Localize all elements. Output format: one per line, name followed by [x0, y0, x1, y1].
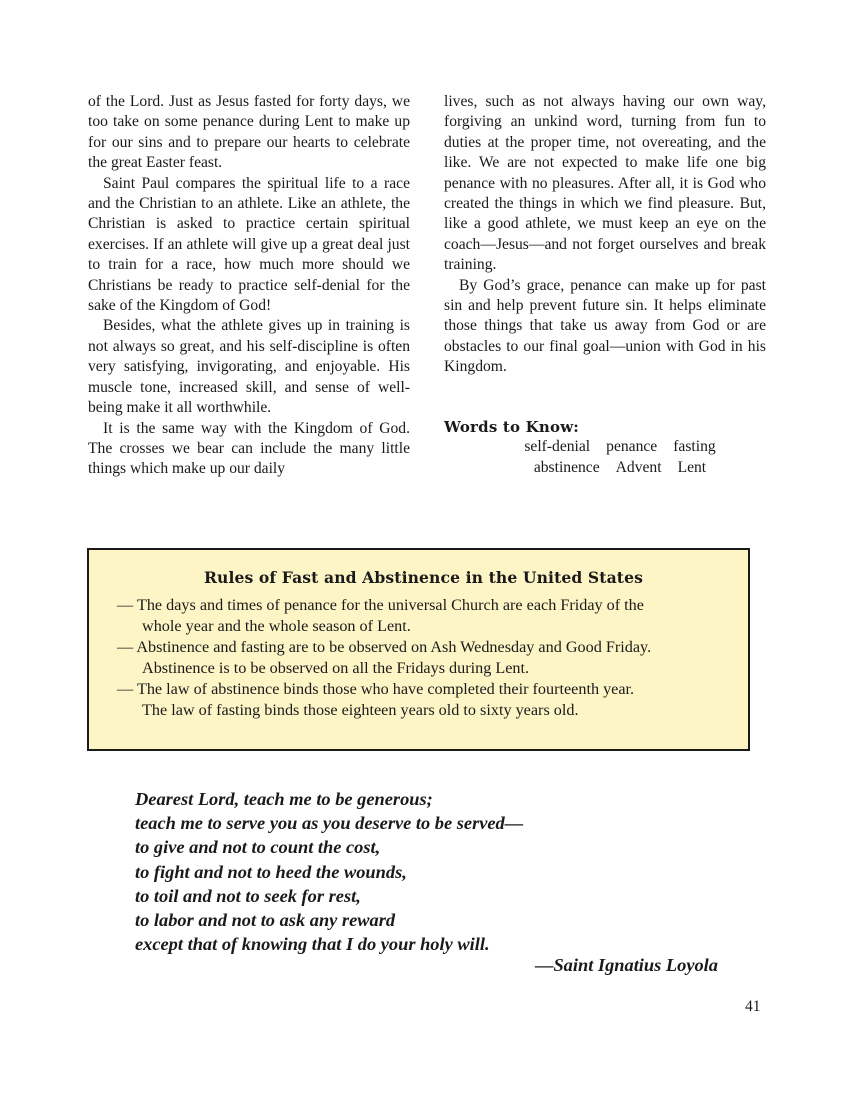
- rule-item: [117, 637, 730, 679]
- prayer-line: to labor and not to ask any reward: [135, 910, 396, 931]
- vocab-word: abstinence: [533, 458, 600, 476]
- rules-box: [87, 548, 750, 751]
- vocab-word: Lent: [677, 458, 707, 476]
- vocab-word: self-denial: [524, 438, 591, 456]
- vocab-word: penance: [606, 438, 658, 456]
- rule-line: whole year and the whole season of Lent.: [142, 617, 411, 635]
- rules-title: Rules of Fast and Abstinence in the United States: [203, 568, 643, 587]
- paragraph: Saint Paul compares the spiritual life to a race and the Christian to an athlete. Like an athlete, the Christian is asked to practice certain spiritual exercises. If an athlete will give up a great deal just to train for a race, how much more should we Christians be ready to practice self-denial for the sake of the Kingdom of God!: [88, 174, 410, 315]
- words-to-know-row: [474, 458, 766, 478]
- left-column: [88, 92, 410, 480]
- words-to-know-heading: Words to Know:: [444, 417, 580, 436]
- paragraph: lives, such as not always having our own way, forgiving an unkind word, turning from fun to duties at the proper time, not overeating, and the like. We are not expected to make life one big penance with no pleasures. After all, it is God who created the things in which we find pleasure. But, like a good athlete, we must keep an eye on the coach—Jesus—and not forget ourselves and break training.: [444, 93, 766, 274]
- prayer-attribution: —Saint Ignatius Loyola: [535, 955, 718, 975]
- prayer-line: to give and not to count the cost,: [135, 837, 381, 858]
- rule-item: [117, 595, 730, 637]
- rule-line: — The days and times of penance for the universal Church are each Friday of the: [117, 596, 644, 614]
- paragraph: of the Lord. Just as Jesus fasted for forty days, we too take on some penance during Lent to make up for our sins and to prepare our hearts to celebrate the great Easter feast.: [88, 93, 410, 172]
- prayer-line: Dearest Lord, teach me to be generous;: [135, 789, 433, 809]
- rule-item: [117, 679, 730, 721]
- rule-line: — The law of abstinence binds those who have completed their fourteenth year.: [117, 680, 635, 698]
- paragraph: By God’s grace, penance can make up for past sin and help prevent future sin. It helps eliminate those things that take us away from God or are obstacles to our final goal—union with God in his Kingdom.: [444, 276, 766, 376]
- paragraph: It is the same way with the Kingdom of God. The crosses we bear can include the many little things which make up our daily: [88, 419, 410, 478]
- paragraph: Besides, what the athlete gives up in training is not always so great, and his self-discipline is often very satisfying, invigorating, and enjoyable. His muscle tone, increased skill, and sense of well-being make it all worthwhile.: [88, 317, 410, 417]
- prayer-line: teach me to serve you as you deserve to be served—: [135, 813, 524, 834]
- words-to-know-row: [474, 437, 766, 457]
- rule-line: — Abstinence and fasting are to be observed on Ash Wednesday and Good Friday.: [117, 638, 652, 656]
- page-number: 41: [745, 998, 761, 1015]
- rule-line: Abstinence is to be observed on all the Fridays during Lent.: [142, 659, 530, 677]
- right-column: [444, 92, 766, 478]
- rule-line: The law of fasting binds those eighteen years old to sixty years old.: [142, 701, 579, 719]
- prayer-line: to fight and not to heed the wounds,: [135, 861, 407, 882]
- prayer: [135, 787, 735, 956]
- vocab-word: Advent: [615, 458, 662, 476]
- vocab-word: fasting: [673, 438, 716, 456]
- prayer-line: except that of knowing that I do your holy will.: [135, 934, 490, 955]
- prayer-line: to toil and not to seek for rest,: [135, 885, 361, 906]
